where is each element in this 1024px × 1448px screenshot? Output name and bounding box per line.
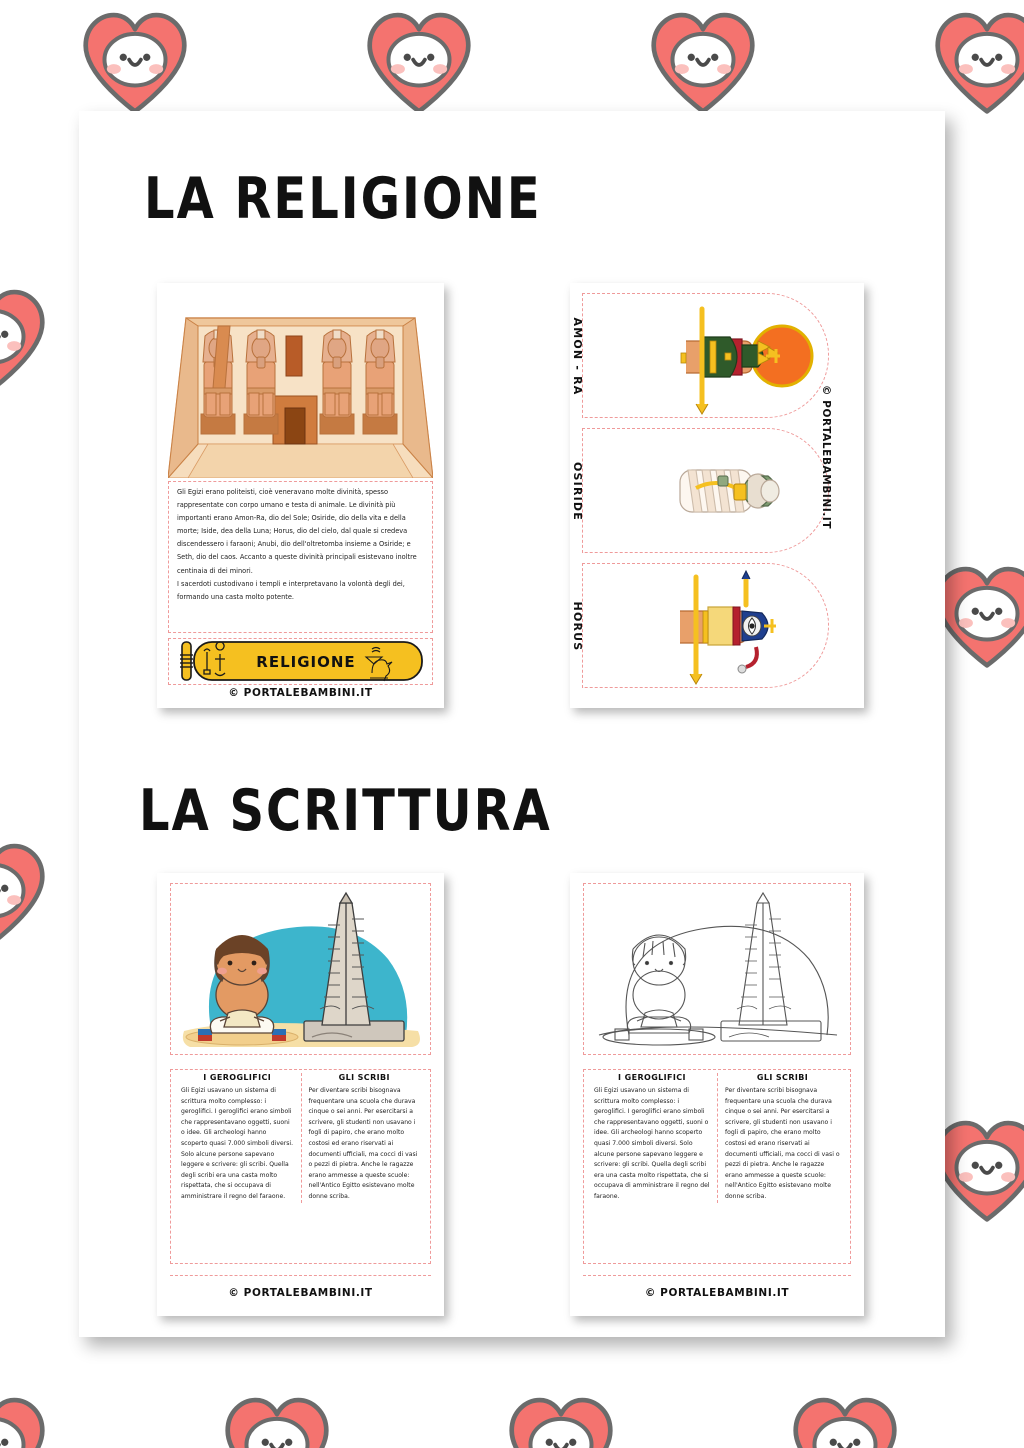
god-label-horus: HORUS: [571, 601, 585, 652]
card-divinita: [570, 283, 864, 708]
scribe-child-with-obelisk-colored: [172, 885, 429, 1053]
cartouche-label: RELIGIONE: [256, 653, 356, 671]
copyright-scrittura-bn: © PORTALEBAMBINI.IT: [644, 1287, 790, 1299]
column-scribi-bw: [717, 1073, 847, 1203]
scribe-child-with-obelisk-lineart: [585, 885, 849, 1053]
column-text-scribi: Per diventare scribi bisognava frequentare una scuola che durava cinque o sei anni. Per esercitarsi a scrivere, gli studenti non usavano i fogli di papiro, che erano molto costosi ed erano riservati ai documenti ufficiali, ma cocci di vasi o pezzi di pietra. Anche le ragazze erano ammesse a queste scuole: nell'Antico Egitto esistevano molte donne scriba.: [308, 1087, 418, 1200]
column-text-geroglifici: Gli Egizi usavano un sistema di scrittura molto complesso: i geroglifici. I geroglifici erano simboli che rappresentavano oggetti, suoni o idee. Gli archeologi hanno scoperto quasi 7.000 simboli diversi. Solo alcune persone sapevano leggere e scrivere: gli scribi. Quella degli scribi era una casta molto rispettata, che si occupava di amministrare il regno del faraone.: [181, 1087, 294, 1200]
text-columns: [174, 1073, 427, 1203]
column-heading-geroglifici: I GEROGLIFICI: [203, 1073, 272, 1082]
column-text-scribi-bw: Per diventare scribi bisognava frequentare una scuola che durava cinque o sei anni. Per esercitarsi a scrivere, gli studenti non usavano i fogli di papiro, che erano molto costosi ed erano riservati ai documenti ufficiali, ma cocci di vasi o pezzi di pietra. Anche le ragazze erano ammesse a queste scuole: nell'Antico Egitto esistevano molte donne scriba.: [725, 1087, 840, 1200]
god-label-osiride: OSIRIDE: [571, 462, 585, 521]
page-title-religione: LA RELIGIONE: [144, 165, 542, 233]
god-slot-horus: [571, 563, 829, 688]
abu-simbel-temple-illustration: [168, 292, 433, 478]
copyright-scrittura-colore: © PORTALEBAMBINI.IT: [228, 1287, 373, 1299]
kawaii-heart-icon: [928, 8, 1024, 116]
text-columns-bw: [587, 1073, 847, 1203]
column-text-geroglifici-bw: Gli Egizi usavano un sistema di scrittura molto complesso: i geroglifici. I geroglifici erano simboli che rappresentavano oggetti, suoni o idee. Gli archeologi hanno scoperto quasi 7.000 simboli diversi. Solo alcune persone sapevano leggere e scrivere: gli scribi. Quella degli scribi era una casta molto rispettata, che si occupava di amministrare il regno del faraone.: [594, 1087, 710, 1200]
card-scrittura-colore: [157, 873, 444, 1316]
column-heading-geroglifici-bw: I GEROGLIFICI: [618, 1073, 686, 1082]
kawaii-heart-icon: [218, 1393, 336, 1448]
copyright-religione: © PORTALEBAMBINI.IT: [228, 687, 373, 699]
copyright-divider: [170, 1275, 431, 1276]
kawaii-heart-icon: [0, 1393, 52, 1448]
kawaii-heart-icon: [502, 1393, 620, 1448]
column-geroglifici-bw: [587, 1073, 717, 1203]
kawaii-heart-icon: [786, 1393, 904, 1448]
column-scribi: [301, 1073, 428, 1203]
osiris-mummy-figure: [611, 433, 826, 550]
god-slot-amon-ra: [571, 293, 829, 418]
card-scrittura-bianco-nero: [570, 873, 864, 1316]
card-religione: [157, 283, 444, 708]
page-title-scrittura: LA SCRITTURA: [139, 777, 552, 845]
column-heading-scribi-bw: GLI SCRIBI: [756, 1073, 809, 1082]
religione-cartouche: [176, 640, 426, 682]
copyright-divider-bw: [583, 1275, 851, 1276]
god-slot-osiride: [571, 428, 829, 553]
kawaii-heart-icon: [360, 8, 478, 116]
amon-ra-figure: [611, 298, 826, 415]
religione-body-text: Gli Egizi erano politeisti, cioè veneravano molte divinità, spesso rappresentate con corpo umano e testa di animale. Le divinità più importanti erano Amon-Ra, dio del Sole; Osiride, dio della vita e della morte; Iside, dea della Luna; Horus, dio del cielo, dal quale si credeva discendessero i faraoni; Anubi, dio dell'oltretomba insieme a Osiride; e Seth, dio del caos. Accanto a queste divinità principali esistevano inoltre centinaia di dei minori. I sacerdoti custodivano i templi e interpretavano la volontà degli dei, formando una casta molto potente.: [177, 488, 417, 601]
worksheet-page: [79, 111, 945, 1337]
god-label-amon-ra: AMON - RA: [571, 317, 585, 396]
kawaii-heart-icon: [644, 8, 762, 116]
kawaii-heart-icon: [0, 839, 52, 947]
horus-falcon-head-figure: [611, 568, 826, 685]
kawaii-heart-icon: [76, 8, 194, 116]
column-geroglifici: [174, 1073, 301, 1203]
kawaii-heart-icon: [0, 285, 52, 393]
column-heading-scribi: GLI SCRIBI: [338, 1073, 390, 1082]
copyright-divinita: © PORTALEBAMBINI.IT: [820, 384, 832, 530]
